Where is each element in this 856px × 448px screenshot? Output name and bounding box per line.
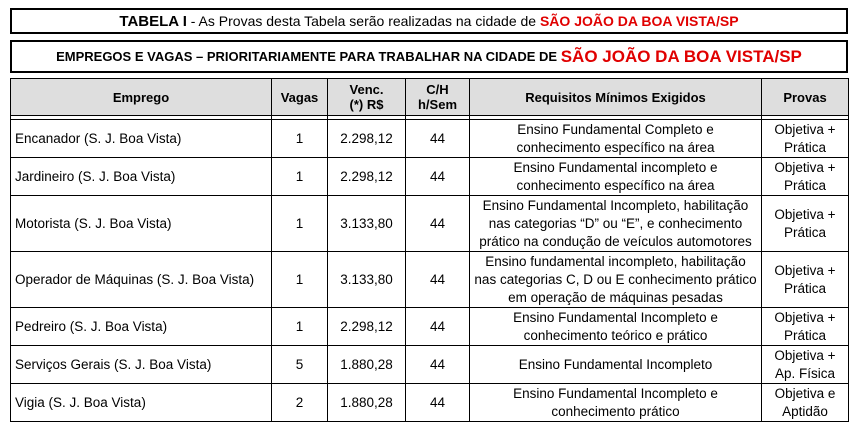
requisito-line: Ensino Fundamental Incompleto bbox=[518, 356, 713, 372]
cell-provas bbox=[762, 384, 849, 422]
requisito-line: conhecimento específico na área bbox=[516, 139, 715, 155]
requisito-line: prático na condução de veículos automotores bbox=[479, 233, 752, 249]
cell-ch: 44 bbox=[406, 308, 470, 346]
cell-venc: 2.298,12 bbox=[328, 120, 406, 158]
cell-ch: 44 bbox=[406, 120, 470, 158]
table-row bbox=[11, 158, 849, 196]
table-row bbox=[11, 308, 849, 346]
cell-provas bbox=[762, 308, 849, 346]
requisito-line: conhecimento específico na área bbox=[516, 177, 715, 193]
requisito-line: Ensino Fundamental incompleto e bbox=[513, 159, 718, 175]
banner-text: - As Provas desta Tabela serão realizadas na cidade de bbox=[186, 13, 540, 29]
cell-ch: 44 bbox=[406, 158, 470, 196]
header-venc-line1: Venc. bbox=[349, 82, 384, 97]
jobs-table bbox=[10, 78, 849, 422]
requisito-line: conhecimento prático bbox=[551, 403, 680, 419]
cell-emprego: Vigia (S. J. Boa Vista) bbox=[11, 384, 272, 422]
header-venc-line2: (*) R$ bbox=[349, 97, 384, 112]
requisito-line: em operação de máquinas pesadas bbox=[508, 289, 723, 305]
provas-line: Objetiva e bbox=[774, 385, 836, 401]
cell-vagas: 1 bbox=[272, 158, 328, 196]
requisito-line: Ensino Fundamental Completo e bbox=[517, 121, 714, 137]
table-row bbox=[11, 196, 849, 252]
cell-emprego: Operador de Máquinas (S. J. Boa Vista) bbox=[11, 252, 272, 308]
cell-provas bbox=[762, 158, 849, 196]
provas-line: Ap. Física bbox=[774, 365, 836, 381]
cell-venc: 2.298,12 bbox=[328, 158, 406, 196]
requisito-line: Ensino Fundamental Incompleto, habilitação bbox=[482, 197, 749, 213]
requisito-line: conhecimento teórico e prático bbox=[523, 327, 708, 343]
header-provas: Provas bbox=[762, 79, 849, 116]
table-row bbox=[11, 346, 849, 384]
cell-requisitos bbox=[470, 308, 762, 346]
cell-vagas: 1 bbox=[272, 308, 328, 346]
table-header-row bbox=[11, 79, 849, 116]
subtitle-text: EMPREGOS E VAGAS – PRIORITARIAMENTE PARA TRABALHAR NA CIDADE DE bbox=[56, 49, 561, 64]
provas-line: Objetiva + bbox=[774, 309, 836, 325]
cell-provas bbox=[762, 252, 849, 308]
header-vagas: Vagas bbox=[272, 79, 328, 116]
cell-vagas: 2 bbox=[272, 384, 328, 422]
header-ch-line1: C/H bbox=[426, 82, 449, 97]
cell-requisitos bbox=[470, 384, 762, 422]
cell-emprego: Jardineiro (S. J. Boa Vista) bbox=[11, 158, 272, 196]
cell-requisitos bbox=[470, 252, 762, 308]
header-ch-line2: h/Sem bbox=[417, 97, 457, 112]
requisito-line: Ensino Fundamental Incompleto e bbox=[513, 385, 718, 401]
provas-line: Objetiva + bbox=[774, 262, 836, 278]
cell-provas bbox=[762, 120, 849, 158]
cell-venc: 2.298,12 bbox=[328, 308, 406, 346]
table-row bbox=[11, 120, 849, 158]
table-banner bbox=[10, 8, 848, 34]
cell-emprego: Serviços Gerais (S. J. Boa Vista) bbox=[11, 346, 272, 384]
cell-requisitos bbox=[470, 158, 762, 196]
cell-venc: 3.133,80 bbox=[328, 252, 406, 308]
provas-line: Objetiva + bbox=[774, 159, 836, 175]
cell-vagas: 5 bbox=[272, 346, 328, 384]
cell-venc: 3.133,80 bbox=[328, 196, 406, 252]
cell-venc: 1.880,28 bbox=[328, 346, 406, 384]
cell-requisitos bbox=[470, 196, 762, 252]
provas-line: Prática bbox=[783, 139, 827, 155]
provas-line: Prática bbox=[783, 224, 827, 240]
provas-line: Objetiva + bbox=[774, 121, 836, 137]
cell-vagas: 1 bbox=[272, 120, 328, 158]
cell-ch: 44 bbox=[406, 346, 470, 384]
provas-line: Prática bbox=[783, 177, 827, 193]
banner-label: TABELA I bbox=[119, 12, 187, 30]
cell-requisitos bbox=[470, 346, 762, 384]
header-venc bbox=[328, 79, 406, 116]
cell-provas bbox=[762, 196, 849, 252]
provas-line: Prática bbox=[783, 280, 827, 296]
header-ch bbox=[406, 79, 470, 116]
cell-requisitos bbox=[470, 120, 762, 158]
cell-vagas: 1 bbox=[272, 196, 328, 252]
subtitle-banner bbox=[10, 40, 848, 73]
cell-ch: 44 bbox=[406, 196, 470, 252]
cell-emprego: Motorista (S. J. Boa Vista) bbox=[11, 196, 272, 252]
provas-line: Prática bbox=[783, 327, 827, 343]
cell-emprego: Encanador (S. J. Boa Vista) bbox=[11, 120, 272, 158]
cell-provas bbox=[762, 346, 849, 384]
cell-venc: 1.880,28 bbox=[328, 384, 406, 422]
requisito-line: nas categorias “D” ou “E”, e conhecimento bbox=[488, 215, 743, 231]
provas-line: Objetiva + bbox=[774, 206, 836, 222]
provas-line: Objetiva + bbox=[774, 347, 836, 363]
banner-city: SÃO JOÃO DA BOA VISTA/SP bbox=[539, 13, 739, 29]
cell-ch: 44 bbox=[406, 252, 470, 308]
cell-vagas: 1 bbox=[272, 252, 328, 308]
cell-ch: 44 bbox=[406, 384, 470, 422]
requisito-line: nas categorias C, D ou E conhecimento prático bbox=[474, 271, 757, 287]
provas-line: Aptidão bbox=[782, 403, 828, 419]
document bbox=[10, 8, 848, 422]
subtitle-city: SÃO JOÃO DA BOA VISTA/SP bbox=[560, 46, 802, 66]
cell-emprego: Pedreiro (S. J. Boa Vista) bbox=[11, 308, 272, 346]
requisito-line: Ensino Fundamental Incompleto e bbox=[513, 309, 718, 325]
table-row bbox=[11, 384, 849, 422]
table-row bbox=[11, 252, 849, 308]
header-requisitos: Requisitos Mínimos Exigidos bbox=[470, 79, 762, 116]
header-emprego: Emprego bbox=[11, 79, 272, 116]
requisito-line: Ensino fundamental incompleto, habilitação bbox=[485, 253, 746, 269]
